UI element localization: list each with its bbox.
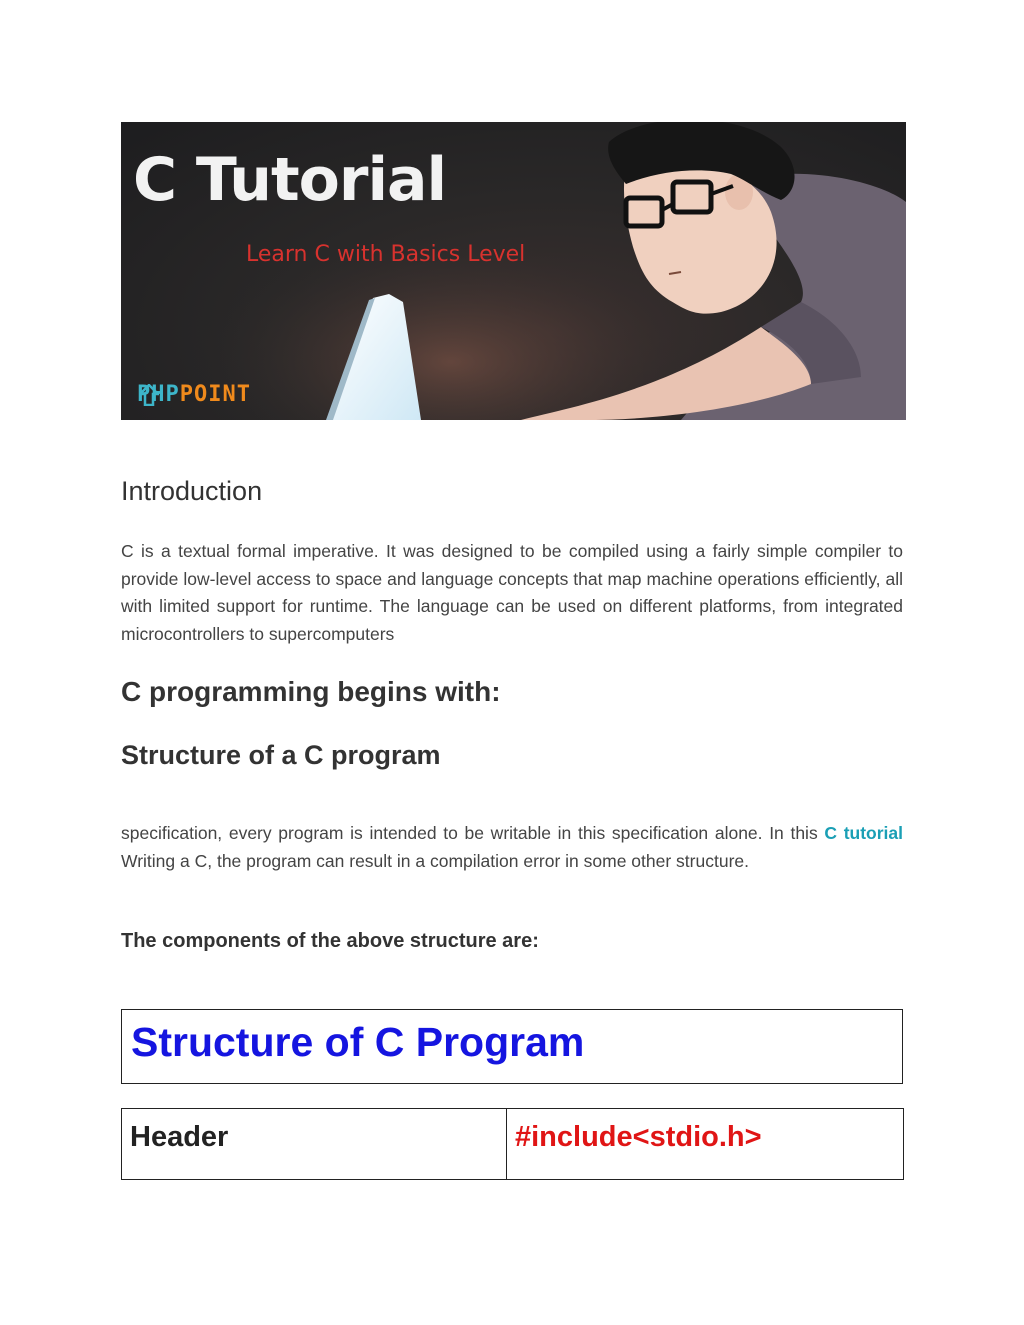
structure-table-title: Structure of C Program bbox=[131, 1019, 585, 1065]
structure-text-before-link: specification, every program is intended to be writable in this specification alone. In this bbox=[121, 823, 825, 843]
structure-text-after-link: Writing a C, the program can result in a compilation error in some other structure. bbox=[121, 850, 749, 871]
structure-paragraph bbox=[121, 820, 903, 875]
components-heading: The components of the above structure are: bbox=[121, 930, 539, 952]
c-tutorial-link[interactable]: C tutorial bbox=[824, 823, 903, 843]
logo-arrow-icon bbox=[139, 384, 159, 406]
banner-title: C Tutorial bbox=[133, 145, 447, 215]
logo-php-text: PHP bbox=[137, 382, 180, 407]
logo-point-text: POINT bbox=[179, 382, 251, 407]
banner-subtitle: Learn C with Basics Level bbox=[246, 242, 526, 267]
phppoint-logo bbox=[137, 384, 251, 406]
structure-heading: Structure of a C program bbox=[121, 740, 441, 770]
structure-table bbox=[121, 1108, 904, 1180]
table-cell-code: #include<stdio.h> bbox=[507, 1109, 904, 1180]
introduction-paragraph: C is a textual formal imperative. It was designed to be compiled using a fairly simple compiler to provide low-level access to space and language concepts that map machine operations efficiently, all with limited support for runtime. The language can be used on different platforms, from integrated microcontrollers to supercomputers bbox=[121, 541, 903, 644]
begins-heading: C programming begins with: bbox=[121, 676, 501, 707]
table-cell-label: Header bbox=[122, 1109, 507, 1180]
table-row bbox=[122, 1109, 904, 1180]
introduction-heading: Introduction bbox=[121, 476, 263, 506]
tutorial-banner bbox=[121, 122, 906, 420]
structure-table-title-box bbox=[121, 1009, 903, 1084]
